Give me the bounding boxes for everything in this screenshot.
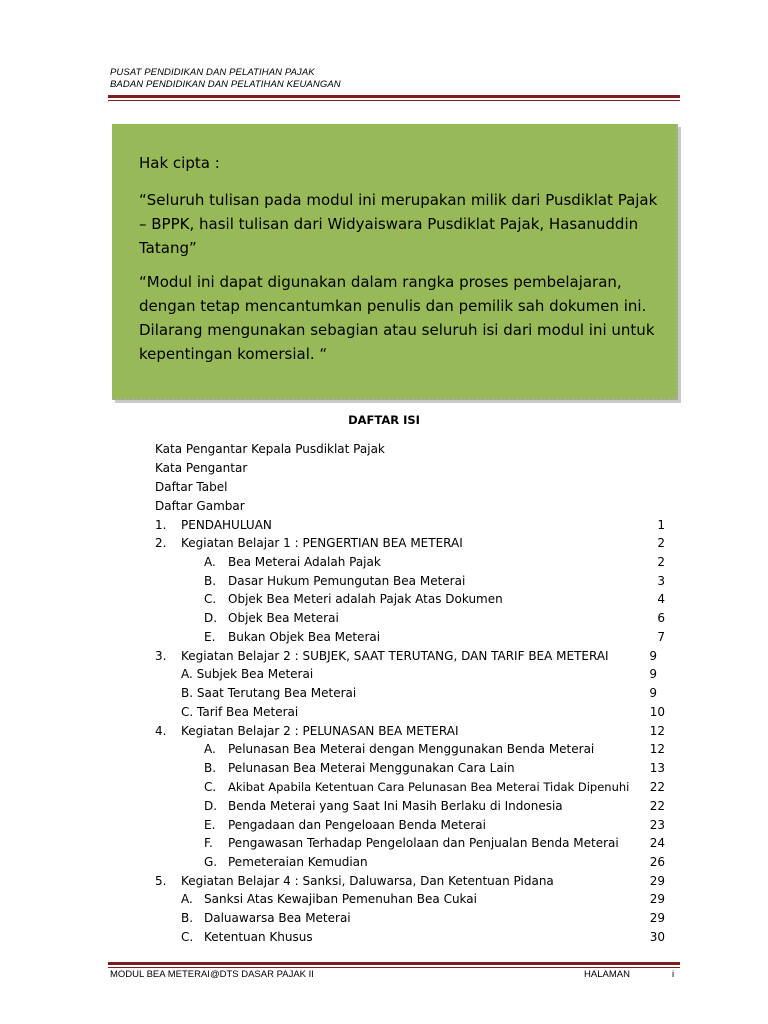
toc-entry-page: 22 xyxy=(649,799,665,813)
toc-entry-number: C. xyxy=(204,592,217,606)
footer-rule-thick xyxy=(108,962,680,965)
toc-entry-text: Daluawarsa Bea Meterai xyxy=(204,911,351,925)
toc-entry-page: 29 xyxy=(649,911,665,925)
toc-entry-page: 3 xyxy=(657,574,665,588)
header-line-2: BADAN PENDIDIKAN DAN PELATIHAN KEUANGAN xyxy=(110,79,341,90)
toc-entry-text: Daftar Tabel xyxy=(155,480,228,494)
toc-entry-text: Pelunasan Bea Meterai Menggunakan Cara Lain xyxy=(228,761,515,775)
toc-entry-page: 30 xyxy=(649,930,665,944)
toc-entry-page: 24 xyxy=(649,836,665,850)
footer-module-title: MODUL BEA METERAI@DTS DASAR PAJAK II xyxy=(110,969,314,980)
toc-entry-text: C. Tarif Bea Meterai xyxy=(181,705,299,719)
toc-entry-number: A. xyxy=(204,742,216,756)
toc-entry-text: Kegiatan Belajar 4 : Sanksi, Daluwarsa, Dan Ketentuan Pidana xyxy=(181,874,554,888)
toc-entry-page: 2 xyxy=(657,536,665,550)
toc-entry-text: Benda Meterai yang Saat Ini Masih Berlaku di Indonesia xyxy=(228,799,563,813)
toc-entry-text: Pengawasan Terhadap Pengelolaan dan Penjualan Benda Meterai xyxy=(228,836,619,850)
copyright-paragraph-1: “Seluruh tulisan pada modul ini merupakan milik dari Pusdiklat Pajak – BPPK, hasil tulisan dari Widyaiswara Pusdiklat Pajak, Hasanuddin Tatang” xyxy=(139,191,658,257)
toc-entry-text: Objek Bea Meterai xyxy=(228,611,339,625)
toc-entry-text: PENDAHULUAN xyxy=(181,518,272,532)
toc-entry-number: A. xyxy=(204,555,216,569)
toc-entry-page: 29 xyxy=(649,874,665,888)
toc-entry-text: Sanksi Atas Kewajiban Pemenuhan Bea Cukai xyxy=(204,892,477,906)
toc-entry-number: B. xyxy=(204,574,217,588)
toc-entry-text: Objek Bea Meteri adalah Pajak Atas Dokumen xyxy=(228,592,503,606)
toc-entry-page: 9 xyxy=(649,686,657,700)
toc-entry-page: 12 xyxy=(649,724,665,738)
footer-page-label: HALAMAN xyxy=(584,969,630,980)
toc-entry-page: 9 xyxy=(649,667,657,681)
toc-entry-number: 5. xyxy=(155,874,167,888)
toc-entry-page: 12 xyxy=(649,742,665,756)
toc-entry-number: 3. xyxy=(155,649,167,663)
toc-entry-text: Akibat Apabila Ketentuan Cara Pelunasan Bea Meterai Tidak Dipenuhi xyxy=(228,780,630,794)
toc-entry-number: B. xyxy=(181,911,194,925)
toc-entry-page: 7 xyxy=(657,630,665,644)
toc-entry-number: E. xyxy=(204,818,216,832)
toc-entry-page: 22 xyxy=(649,780,665,794)
footer-rule-thin xyxy=(108,967,680,968)
toc-entry-text: Bukan Objek Bea Meterai xyxy=(228,630,381,644)
copyright-title: Hak cipta : xyxy=(139,154,220,172)
toc-entry-page: 9 xyxy=(649,649,657,663)
header-rule-thin xyxy=(108,100,680,101)
toc-entry-number: C. xyxy=(204,780,217,794)
toc-entry-text: Dasar Hukum Pemungutan Bea Meterai xyxy=(228,574,466,588)
toc-entry-text: Ketentuan Khusus xyxy=(204,930,313,944)
toc-entry-text: Pengadaan dan Pengeloaan Benda Meterai xyxy=(228,818,486,832)
toc-entry-page: 29 xyxy=(649,892,665,906)
toc-entry-page: 13 xyxy=(649,761,665,775)
document-header xyxy=(110,67,341,91)
toc-entry-text: Kata Pengantar xyxy=(155,461,248,475)
toc-entry-text: B. Saat Terutang Bea Meterai xyxy=(181,686,357,700)
toc-entry-page: 10 xyxy=(649,705,665,719)
toc-entry-number: C. xyxy=(181,930,194,944)
toc-entry-text: Bea Meterai Adalah Pajak xyxy=(228,555,381,569)
toc-entry-text: Kegiatan Belajar 2 : SUBJEK, SAAT TERUTANG, DAN TARIF BEA METERAI xyxy=(181,649,609,663)
toc-entry-number: G. xyxy=(204,855,218,869)
copyright-notice-box xyxy=(112,124,678,400)
toc-entry-number: 2. xyxy=(155,536,167,550)
toc-entry-text: Kata Pengantar Kepala Pusdiklat Pajak xyxy=(155,442,385,456)
toc-entry-text: Pelunasan Bea Meterai dengan Menggunakan Benda Meterai xyxy=(228,742,595,756)
toc-entry-page: 1 xyxy=(657,518,665,532)
toc-title: DAFTAR ISI xyxy=(348,413,420,427)
toc-entry-number: A. xyxy=(181,892,193,906)
header-line-1: PUSAT PENDIDIKAN DAN PELATIHAN PAJAK xyxy=(110,67,315,78)
toc-entry-page: 26 xyxy=(649,855,665,869)
toc-entry-page: 2 xyxy=(657,555,665,569)
toc-entry-page: 4 xyxy=(657,592,665,606)
toc-entry-number: 1. xyxy=(155,518,167,532)
toc-entry-number: F. xyxy=(204,836,213,850)
toc-entry-text: Daftar Gambar xyxy=(155,499,245,513)
toc-entry-number: D. xyxy=(204,799,218,813)
toc-entry-text: Kegiatan Belajar 1 : PENGERTIAN BEA METERAI xyxy=(181,536,463,550)
toc-entry-number: E. xyxy=(204,630,216,644)
header-rule-thick xyxy=(108,95,680,98)
toc-entry-text: Pemeteraian Kemudian xyxy=(228,855,368,869)
toc-entry-number: D. xyxy=(204,611,218,625)
toc-entry-page: 23 xyxy=(649,818,665,832)
toc-entry-text: Kegiatan Belajar 2 : PELUNASAN BEA METERAI xyxy=(181,724,459,738)
toc-entry-number: 4. xyxy=(155,724,167,738)
toc-entry-page: 6 xyxy=(657,611,665,625)
copyright-paragraph-2: “Modul ini dapat digunakan dalam rangka proses pembelajaran, dengan tetap mencantumkan penulis dan pemilik sah dokumen ini. Dilarang mengunakan sebagian atau seluruh isi dari modul ini untuk kepentingan komersial. “ xyxy=(139,273,655,363)
toc-entry-number: B. xyxy=(204,761,217,775)
footer-page-number: i xyxy=(672,969,675,980)
toc-entry-text: A. Subjek Bea Meterai xyxy=(181,667,314,681)
